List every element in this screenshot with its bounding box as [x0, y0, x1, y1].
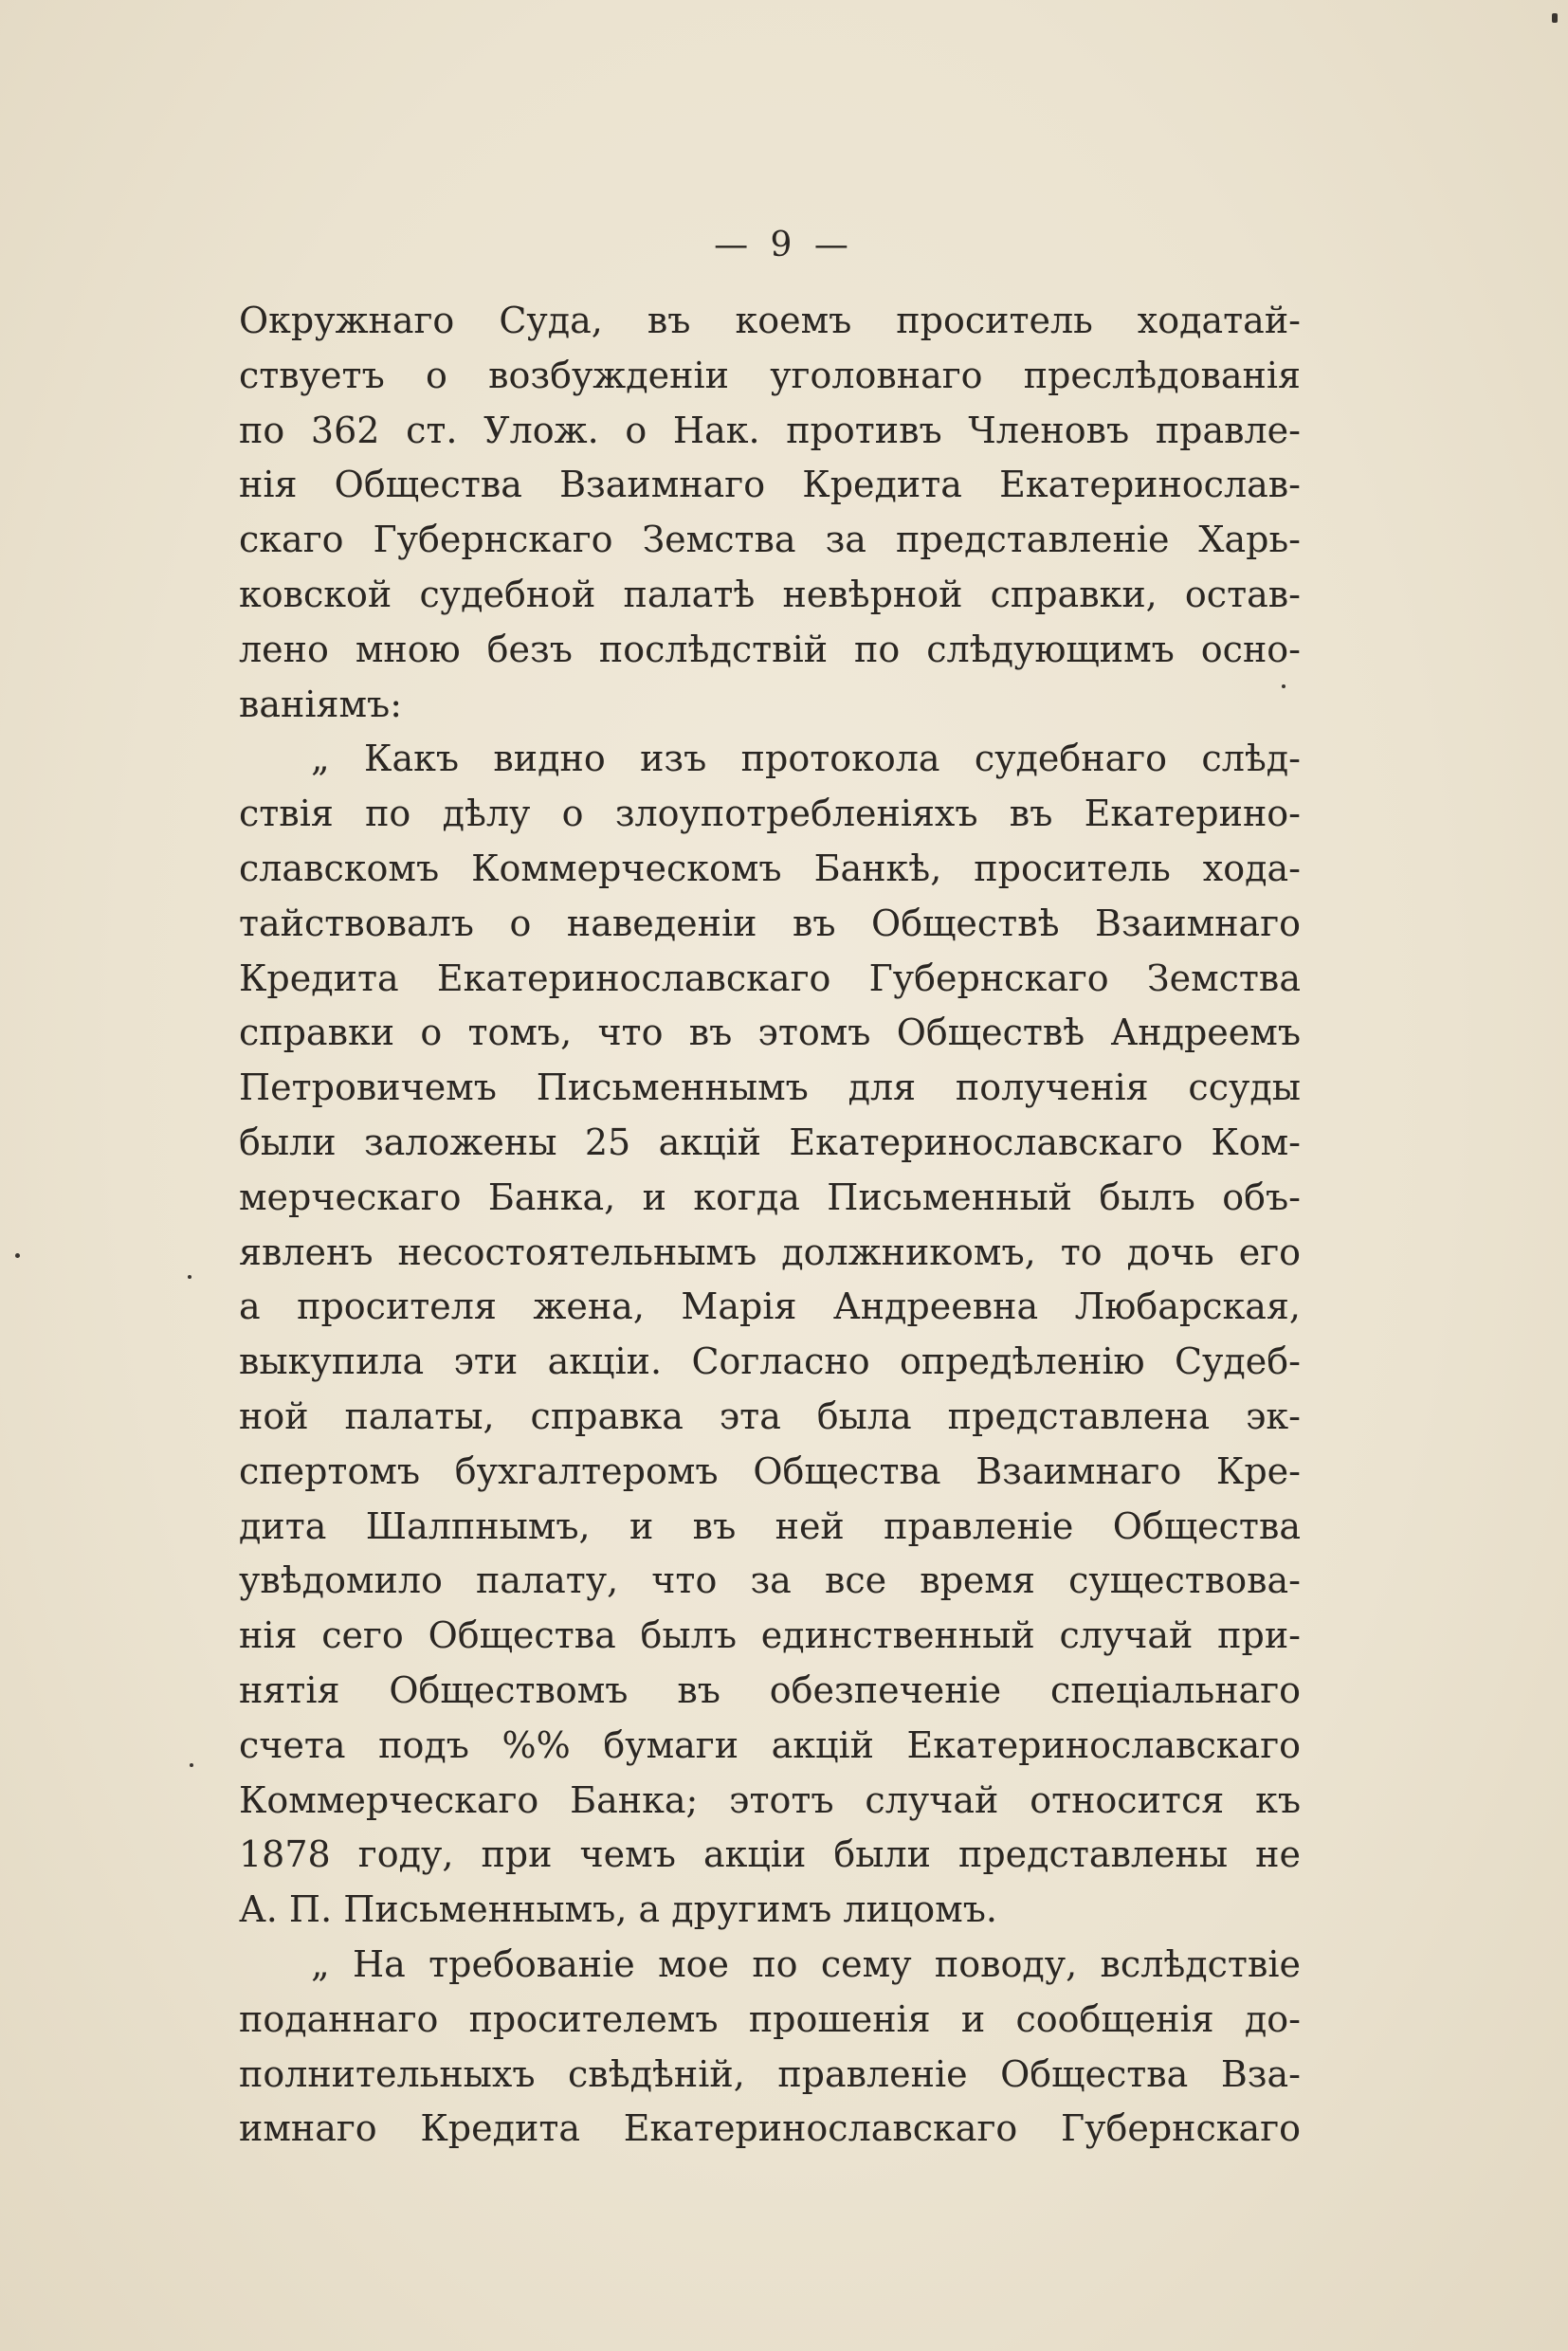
text-line: славскомъ Коммерческомъ Банкѣ, проситель хода- [239, 847, 1301, 889]
text-line: А. П. Письменнымъ, а другимъ лицомъ. [239, 1888, 997, 1931]
text-line: Окружнаго Суда, въ коемъ проситель ходатай- [239, 300, 1301, 341]
body-text [239, 294, 1301, 2157]
text-line: лено мною безъ послѣдствій по слѣдующимъ осно- [239, 628, 1301, 670]
page-number: — 9 — [714, 226, 854, 264]
text-line: 1878 году, при чемъ акціи были представлены не [239, 1833, 1301, 1876]
text-line: скаго Губернскаго Земства за представленіе Харь- [239, 519, 1301, 561]
text-line: нія сего Общества былъ единственный случай при- [239, 1614, 1301, 1657]
text-line: Коммерческаго Банка; этотъ случай относится къ [239, 1778, 1301, 1821]
text-line: увѣдомило палату, что за все время существова- [239, 1559, 1301, 1602]
scan-speck [188, 1275, 191, 1279]
text-line: спертомъ бухгалтеромъ Общества Взаимнаго Кре- [239, 1449, 1301, 1492]
scan-speck [1552, 13, 1558, 23]
text-line: были заложены 25 акцій Екатеринославскаго Ком- [239, 1121, 1301, 1163]
scan-speck [1282, 684, 1285, 688]
scan-speck [15, 1253, 20, 1258]
text-line: ваніямъ: [239, 683, 403, 725]
text-line: тайствовалъ о наведеніи въ Обществѣ Взаимнаго [239, 902, 1301, 944]
text-line: ствуетъ о возбужденіи уголовнаго преслѣдованія [239, 354, 1301, 396]
text-line: справки о томъ, что въ этомъ Обществѣ Андреемъ [239, 1011, 1301, 1054]
text-line: поданнаго просителемъ прошенія и сообщенія до- [239, 1997, 1301, 2040]
text-line: а просителя жена, Марія Андреевна Любарская, [239, 1285, 1301, 1328]
text-line: Петровичемъ Письменнымъ для полученія ссуды [239, 1066, 1301, 1109]
text-line: явленъ несостоятельнымъ должникомъ, то дочь его [239, 1230, 1301, 1273]
text-line: полнительныхъ свѣдѣній, правленіе Общества Вза- [239, 2052, 1301, 2095]
scan-speck [190, 1763, 193, 1767]
text-line: „ На требованіе мое по сему поводу, вслѣдствіе [311, 1942, 1301, 1985]
text-line: ковской судебной палатѣ невѣрной справки, остав- [239, 573, 1301, 615]
text-line: ной палаты, справка эта была представлена эк- [239, 1394, 1301, 1437]
text-line: дита Шалпнымъ, и въ ней правленіе Общества [239, 1504, 1301, 1547]
text-line: мерческаго Банка, и когда Письменный былъ объ- [239, 1176, 1301, 1218]
text-line: ствія по дѣлу о злоупотребленіяхъ въ Екатерино- [239, 793, 1301, 835]
text-line: нія Общества Взаимнаго Кредита Екатеринослав- [239, 464, 1301, 506]
text-line: Кредита Екатеринославскаго Губернскаго Земства [239, 957, 1301, 999]
text-line: по 362 ст. Улож. о Нак. противъ Членовъ правле- [239, 409, 1301, 451]
text-line: „ Какъ видно изъ протокола судебнаго слѣд- [311, 738, 1301, 780]
text-line: нятія Обществомъ въ обезпеченіе спеціальнаго [239, 1668, 1301, 1711]
text-line: выкупила эти акціи. Согласно опредѣленію Судеб- [239, 1340, 1301, 1383]
text-line: счета подъ %% бумаги акцій Екатеринославскаго [239, 1723, 1301, 1766]
text-line: имнаго Кредита Екатеринославскаго Губернскаго [239, 2107, 1301, 2150]
